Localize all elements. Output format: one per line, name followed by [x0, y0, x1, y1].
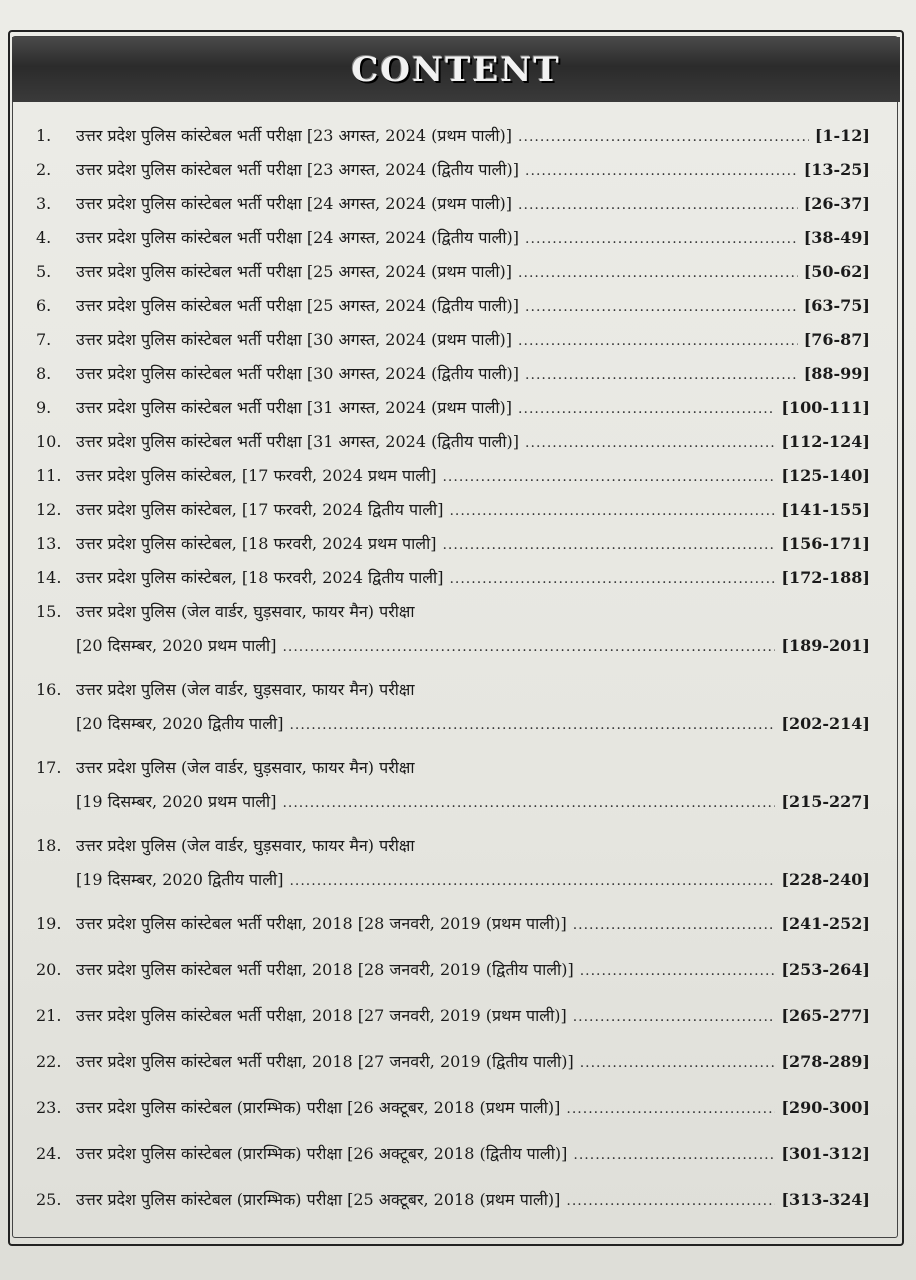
- dot-leader: [518, 333, 798, 349]
- toc-entry: [36, 124, 870, 158]
- toc-entry: [36, 600, 870, 678]
- spacer: [36, 824, 870, 834]
- spacer: [36, 1130, 870, 1142]
- entry-title: उत्तर प्रदेश पुलिस कांस्टेबल भर्ती परीक्षा [24 अगस्त, 2024 (प्रथम पाली)]: [76, 194, 513, 213]
- entry-page-range: [156-171]: [781, 534, 870, 553]
- entry-page-range: [100-111]: [781, 398, 870, 417]
- page-title: CONTENT: [351, 49, 561, 90]
- dot-leader: [580, 963, 776, 979]
- entry-number: 6.: [36, 296, 52, 315]
- entry-number: 24.: [36, 1144, 62, 1163]
- dot-leader: [442, 537, 775, 553]
- entry-number: 7.: [36, 330, 52, 349]
- toc-entry: [36, 362, 870, 396]
- toc-entry: [36, 532, 870, 566]
- entry-page-range: [189-201]: [781, 636, 870, 655]
- dot-leader: [282, 639, 775, 655]
- toc-entry: [36, 430, 870, 464]
- entry-title: उत्तर प्रदेश पुलिस कांस्टेबल भर्ती परीक्षा [25 अगस्त, 2024 (द्वितीय पाली)]: [76, 296, 520, 315]
- spacer: [36, 1176, 870, 1188]
- spacer: [36, 1222, 870, 1234]
- toc-entry: [36, 158, 870, 192]
- entry-number: 14.: [36, 568, 62, 587]
- entry-title: उत्तर प्रदेश पुलिस कांस्टेबल भर्ती परीक्षा [23 अगस्त, 2024 (द्वितीय पाली)]: [76, 160, 520, 179]
- toc-entry: [36, 834, 870, 912]
- dot-leader: [573, 917, 776, 933]
- dot-leader: [525, 435, 775, 451]
- entry-number: 2.: [36, 160, 52, 179]
- entry-number: 9.: [36, 398, 52, 417]
- entry-number: 19.: [36, 914, 62, 933]
- entry-title: उत्तर प्रदेश पुलिस कांस्टेबल, [18 फरवरी, 2024 द्वितीय पाली]: [76, 568, 444, 587]
- dot-leader: [442, 469, 775, 485]
- entry-subtitle: [20 दिसम्बर, 2020 प्रथम पाली]: [76, 636, 277, 655]
- entry-page-range: [241-252]: [781, 914, 870, 933]
- spacer: [36, 1038, 870, 1050]
- entry-page-range: [125-140]: [781, 466, 870, 485]
- entry-page-range: [13-25]: [803, 160, 870, 179]
- entry-number: 12.: [36, 500, 62, 519]
- spacer: [36, 902, 870, 912]
- entry-number: 11.: [36, 466, 62, 485]
- toc-entry: [36, 396, 870, 430]
- entry-title: उत्तर प्रदेश पुलिस कांस्टेबल भर्ती परीक्षा [25 अगस्त, 2024 (प्रथम पाली)]: [76, 262, 513, 281]
- entry-page-range: [172-188]: [781, 568, 870, 587]
- entry-title: उत्तर प्रदेश पुलिस कांस्टेबल भर्ती परीक्षा, 2018 [28 जनवरी, 2019 (द्वितीय पाली)]: [76, 960, 574, 979]
- entry-number: 25.: [36, 1190, 62, 1209]
- entry-title: उत्तर प्रदेश पुलिस कांस्टेबल, [17 फरवरी, 2024 द्वितीय पाली]: [76, 500, 444, 519]
- toc-entry: [36, 756, 870, 834]
- entry-page-range: [1-12]: [814, 126, 870, 145]
- entry-title: उत्तर प्रदेश पुलिस कांस्टेबल (प्रारम्भिक) परीक्षा [26 अक्टूबर, 2018 (द्वितीय पाली)]: [76, 1144, 568, 1163]
- entry-number: 8.: [36, 364, 52, 383]
- toc-entry: [36, 566, 870, 600]
- dot-leader: [573, 1147, 775, 1163]
- entry-number: 10.: [36, 432, 62, 451]
- entry-page-range: [313-324]: [781, 1190, 870, 1209]
- entry-title: उत्तर प्रदेश पुलिस कांस्टेबल भर्ती परीक्षा [24 अगस्त, 2024 (द्वितीय पाली)]: [76, 228, 520, 247]
- entry-number: 20.: [36, 960, 62, 979]
- entry-page-range: [228-240]: [781, 870, 870, 889]
- toc-entry: [36, 1004, 870, 1050]
- dot-leader: [525, 163, 798, 179]
- entry-subtitle: [19 दिसम्बर, 2020 प्रथम पाली]: [76, 792, 277, 811]
- entry-number: 4.: [36, 228, 52, 247]
- toc-entry: [36, 958, 870, 1004]
- dot-leader: [573, 1009, 776, 1025]
- toc-entry: [36, 260, 870, 294]
- entry-number: 21.: [36, 1006, 62, 1025]
- dot-leader: [525, 299, 798, 315]
- entry-page-range: [202-214]: [781, 714, 870, 733]
- dot-leader: [525, 231, 798, 247]
- entry-title: उत्तर प्रदेश पुलिस (जेल वार्डर, घुड़सवार, फायर मैन) परीक्षा: [76, 602, 415, 621]
- toc-entry: [36, 1188, 870, 1234]
- toc-entry: [36, 192, 870, 226]
- entry-page-range: [265-277]: [781, 1006, 870, 1025]
- entry-page-range: [301-312]: [781, 1144, 870, 1163]
- entry-page-range: [290-300]: [781, 1098, 870, 1117]
- content-banner: [12, 37, 900, 102]
- entry-title: उत्तर प्रदेश पुलिस कांस्टेबल भर्ती परीक्षा [31 अगस्त, 2024 (प्रथम पाली)]: [76, 398, 513, 417]
- toc-entry: [36, 1142, 870, 1188]
- dot-leader: [449, 571, 775, 587]
- entry-number: 17.: [36, 758, 62, 777]
- entry-number: 22.: [36, 1052, 62, 1071]
- entry-page-range: [278-289]: [781, 1052, 870, 1071]
- entry-number: 23.: [36, 1098, 62, 1117]
- entry-title: उत्तर प्रदेश पुलिस कांस्टेबल, [17 फरवरी, 2024 प्रथम पाली]: [76, 466, 437, 485]
- toc-entry: [36, 294, 870, 328]
- entry-number: 5.: [36, 262, 52, 281]
- entry-subtitle: [20 दिसम्बर, 2020 द्वितीय पाली]: [76, 714, 284, 733]
- toc-entry: [36, 226, 870, 260]
- toc-entry: [36, 678, 870, 756]
- entry-title: उत्तर प्रदेश पुलिस कांस्टेबल भर्ती परीक्षा [23 अगस्त, 2024 (प्रथम पाली)]: [76, 126, 513, 145]
- dot-leader: [282, 795, 775, 811]
- dot-leader: [518, 265, 798, 281]
- entry-title: उत्तर प्रदेश पुलिस कांस्टेबल भर्ती परीक्षा, 2018 [27 जनवरी, 2019 (द्वितीय पाली)]: [76, 1052, 574, 1071]
- spacer: [36, 992, 870, 1004]
- entry-title: उत्तर प्रदेश पुलिस कांस्टेबल भर्ती परीक्षा, 2018 [28 जनवरी, 2019 (प्रथम पाली)]: [76, 914, 567, 933]
- toc-entry: [36, 912, 870, 958]
- dot-leader: [289, 873, 775, 889]
- entry-page-range: [112-124]: [781, 432, 870, 451]
- entry-page-range: [88-99]: [803, 364, 870, 383]
- entry-title: उत्तर प्रदेश पुलिस कांस्टेबल भर्ती परीक्षा [30 अगस्त, 2024 (प्रथम पाली)]: [76, 330, 513, 349]
- entry-title: उत्तर प्रदेश पुलिस कांस्टेबल भर्ती परीक्षा, 2018 [27 जनवरी, 2019 (प्रथम पाली)]: [76, 1006, 567, 1025]
- dot-leader: [518, 401, 775, 417]
- toc-entry: [36, 1096, 870, 1142]
- entry-title: उत्तर प्रदेश पुलिस (जेल वार्डर, घुड़सवार, फायर मैन) परीक्षा: [76, 758, 415, 777]
- entry-title: उत्तर प्रदेश पुलिस कांस्टेबल भर्ती परीक्षा [31 अगस्त, 2024 (द्वितीय पाली)]: [76, 432, 520, 451]
- entry-title: उत्तर प्रदेश पुलिस (जेल वार्डर, घुड़सवार, फायर मैन) परीक्षा: [76, 836, 415, 855]
- entry-page-range: [26-37]: [803, 194, 870, 213]
- entry-title: उत्तर प्रदेश पुलिस कांस्टेबल (प्रारम्भिक) परीक्षा [25 अक्टूबर, 2018 (प्रथम पाली)]: [76, 1190, 561, 1209]
- dot-leader: [518, 197, 798, 213]
- dot-leader: [566, 1193, 775, 1209]
- entry-page-range: [253-264]: [781, 960, 870, 979]
- entry-number: 1.: [36, 126, 52, 145]
- toc-entry: [36, 328, 870, 362]
- toc-entry: [36, 1050, 870, 1096]
- entry-subtitle: [19 दिसम्बर, 2020 द्वितीय पाली]: [76, 870, 284, 889]
- spacer: [36, 668, 870, 678]
- dot-leader: [449, 503, 775, 519]
- entry-number: 15.: [36, 602, 62, 621]
- dot-leader: [566, 1101, 775, 1117]
- toc-entry: [36, 498, 870, 532]
- dot-leader: [518, 129, 809, 145]
- entry-title: उत्तर प्रदेश पुलिस कांस्टेबल भर्ती परीक्षा [30 अगस्त, 2024 (द्वितीय पाली)]: [76, 364, 520, 383]
- entry-title: उत्तर प्रदेश पुलिस कांस्टेबल (प्रारम्भिक) परीक्षा [26 अक्टूबर, 2018 (प्रथम पाली)]: [76, 1098, 561, 1117]
- table-of-contents: [36, 124, 870, 1234]
- dot-leader: [580, 1055, 776, 1071]
- entry-number: 18.: [36, 836, 62, 855]
- entry-number: 13.: [36, 534, 62, 553]
- entry-page-range: [76-87]: [803, 330, 870, 349]
- spacer: [36, 1084, 870, 1096]
- dot-leader: [289, 717, 775, 733]
- entry-page-range: [63-75]: [803, 296, 870, 315]
- entry-page-range: [215-227]: [781, 792, 870, 811]
- entry-page-range: [50-62]: [803, 262, 870, 281]
- entry-title: उत्तर प्रदेश पुलिस (जेल वार्डर, घुड़सवार, फायर मैन) परीक्षा: [76, 680, 415, 699]
- spacer: [36, 946, 870, 958]
- entry-number: 16.: [36, 680, 62, 699]
- entry-page-range: [141-155]: [781, 500, 870, 519]
- entry-page-range: [38-49]: [803, 228, 870, 247]
- spacer: [36, 746, 870, 756]
- dot-leader: [525, 367, 798, 383]
- entry-number: 3.: [36, 194, 52, 213]
- entry-title: उत्तर प्रदेश पुलिस कांस्टेबल, [18 फरवरी, 2024 प्रथम पाली]: [76, 534, 437, 553]
- toc-entry: [36, 464, 870, 498]
